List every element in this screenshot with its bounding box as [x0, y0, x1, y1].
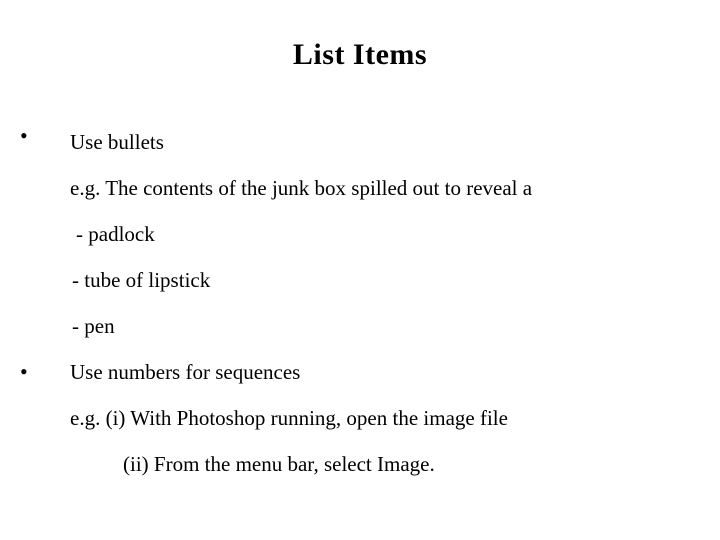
sub-item-lipstick: - tube of lipstick — [72, 268, 211, 292]
list-item-use-bullets: Use bullets — [70, 130, 164, 154]
slide-title: List Items — [292, 38, 428, 71]
list-item-use-numbers: Use numbers for sequences — [70, 360, 301, 384]
example-line: e.g. The contents of the junk box spilled out to reveal a — [70, 176, 533, 200]
sequence-step-1: e.g. (i) With Photoshop running, open the image file — [70, 406, 508, 430]
sub-item-padlock: - padlock — [76, 222, 155, 246]
bullet-icon: • — [20, 123, 28, 148]
bullet-icon: • — [20, 359, 28, 384]
sub-item-pen: - pen — [72, 314, 115, 338]
sequence-step-2: (ii) From the menu bar, select Image. — [123, 452, 435, 476]
